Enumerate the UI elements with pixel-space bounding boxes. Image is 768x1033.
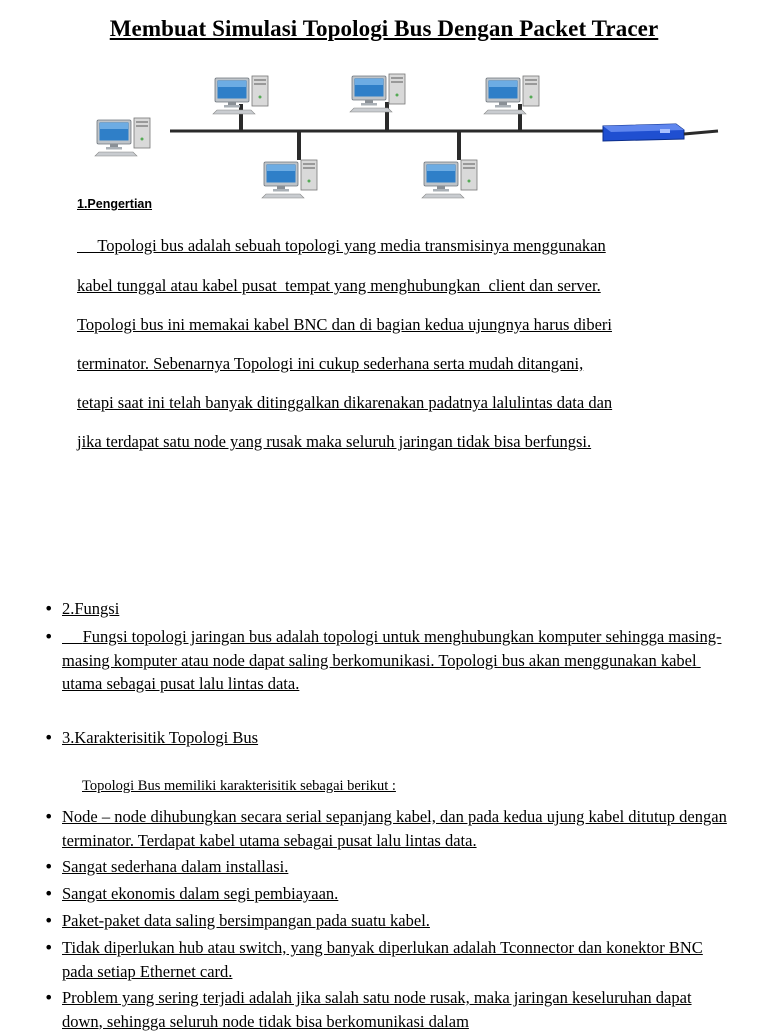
list-item: Sangat sederhana dalam installasi.	[62, 857, 289, 876]
list-item: Paket-paket data saling bersimpangan pada suatu kabel.	[62, 911, 430, 930]
computer-icon	[350, 74, 405, 112]
paragraph-line: Topologi bus ini memakai kabel BNC dan di bagian kedua ujungnya harus diberi	[77, 315, 612, 334]
computer-icon	[95, 118, 150, 156]
page-title: Membuat Simulasi Topologi Bus Dengan Packet Tracer	[109, 16, 659, 41]
bullet-icon: •	[44, 857, 54, 876]
paragraph-line: Topologi bus adalah sebuah topologi yang media transmisinya menggunakan	[77, 236, 606, 255]
bullet-icon: •	[44, 911, 54, 930]
list-item: Sangat ekonomis dalam segi pembiayaan.	[62, 884, 339, 903]
paragraph-line: kabel tunggal atau kabel pusat tempat yang menghubungkan client dan server.	[77, 276, 601, 295]
computer-icon	[422, 160, 477, 198]
section-heading-fungsi: 2.Fungsi	[62, 599, 120, 618]
bullet-icon: •	[44, 627, 54, 646]
terminator-icon	[603, 124, 718, 141]
paragraph-line: tetapi saat ini telah banyak ditinggalkan dikarenakan padatnya lalulintas data dan	[77, 393, 613, 412]
computer-icon	[484, 76, 539, 114]
bullet-icon: •	[44, 599, 54, 618]
paragraph-line: jika terdapat satu node yang rusak maka seluruh jaringan tidak bisa berfungsi.	[77, 432, 592, 451]
karakteristik-intro: Topologi Bus memiliki karakterisitik sebagai berikut :	[82, 778, 396, 794]
section-heading-karakteristik: 3.Karakterisitik Topologi Bus	[62, 728, 259, 747]
bus-topology-diagram	[0, 0, 768, 200]
bullet-icon: •	[44, 938, 54, 957]
paragraph-line: terminator. Sebenarnya Topologi ini cukup sederhana serta mudah ditangani,	[77, 354, 584, 373]
list-item: Problem yang sering terjadi adalah jika salah satu node rusak, maka jaringan keseluruhan dapat down, sehingga seluruh node tidak bisa berkomunikasi dalam	[62, 988, 692, 1031]
list-item: Tidak diperlukan hub atau switch, yang banyak diperlukan adalah Tconnector dan konektor BNC pada setiap Ethernet card.	[62, 938, 703, 981]
bullet-icon: •	[44, 884, 54, 903]
bullet-icon: •	[44, 728, 54, 747]
section-heading-pengertian: 1.Pengertian	[77, 197, 153, 211]
list-item: Node – node dihubungkan secara serial sepanjang kabel, dan pada kedua ujung kabel ditutup dengan terminator. Terdapat kabel utama sebagai pusat lalu lintas data.	[62, 807, 727, 850]
fungsi-paragraph: Fungsi topologi jaringan bus adalah topologi untuk menghubungkan komputer sehingga masing-masing komputer atau node dapat saling berkomunikasi. Topologi bus akan menggunakan kabel utama sebagai pusat lalu lintas data.	[62, 627, 722, 693]
bullet-icon: •	[44, 988, 54, 1007]
bullet-icon: •	[44, 807, 54, 826]
computer-icon	[262, 160, 317, 198]
